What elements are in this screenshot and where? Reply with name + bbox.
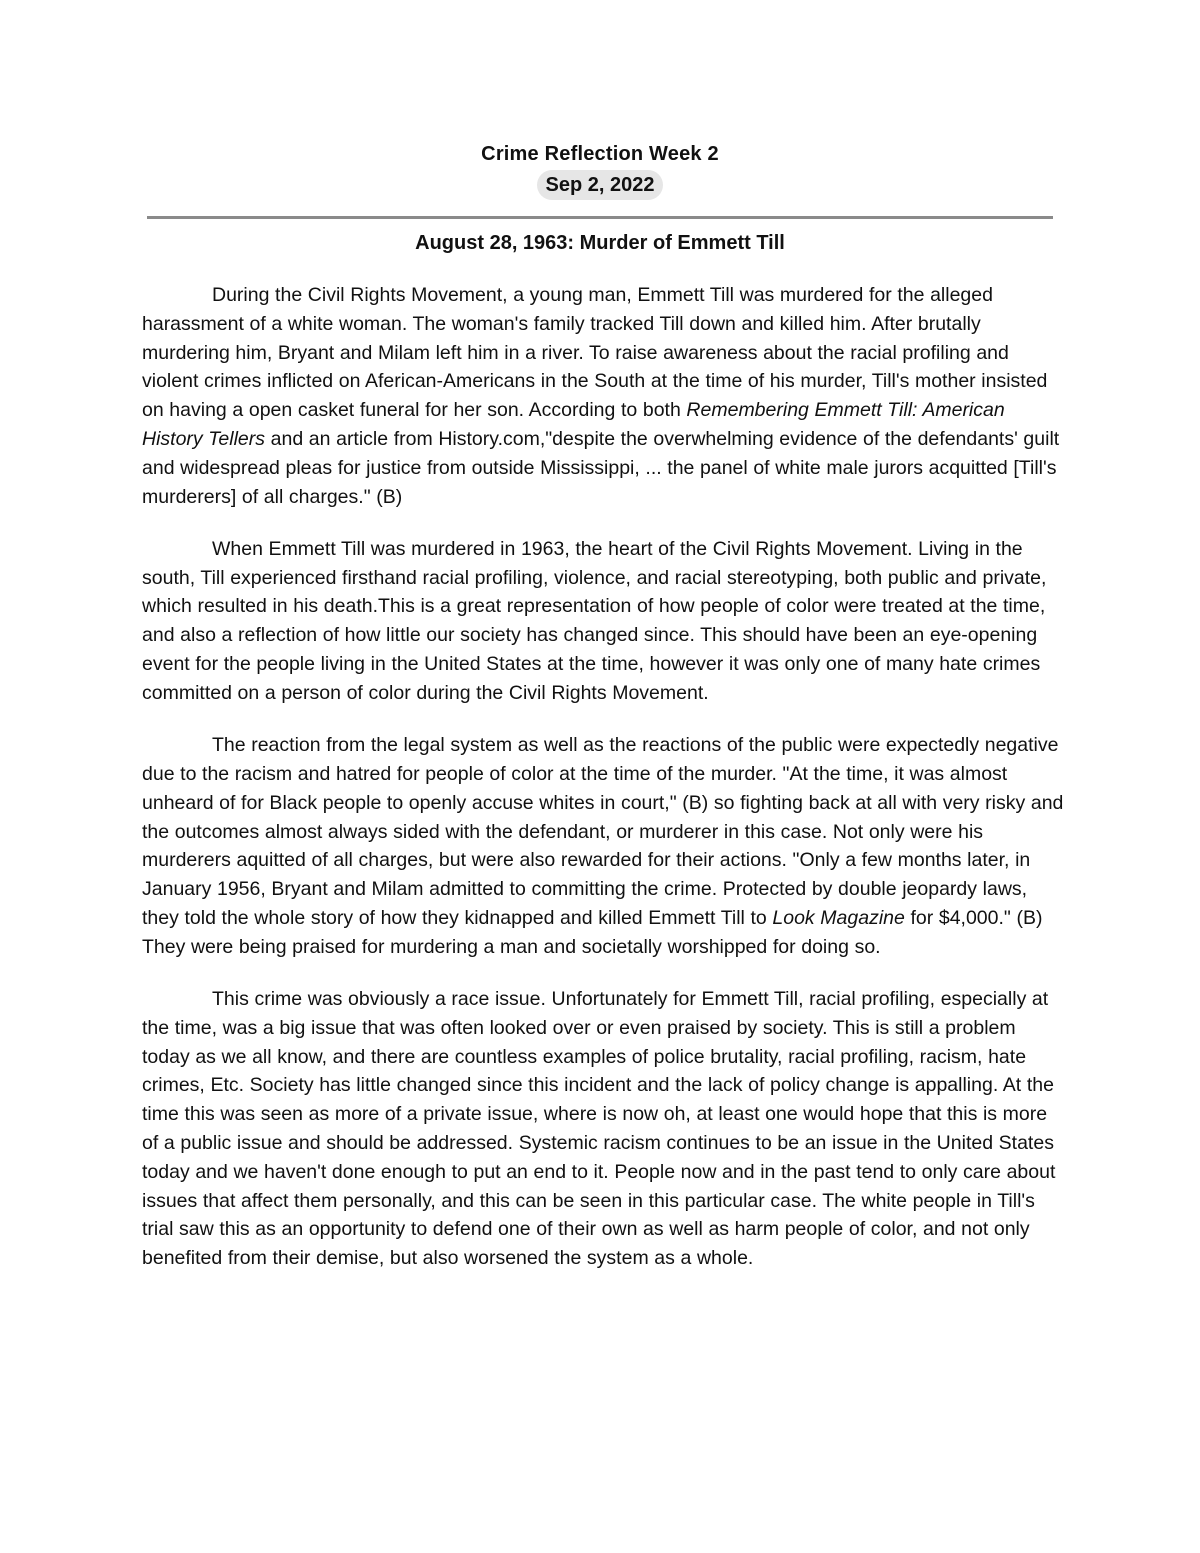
horizontal-divider — [147, 216, 1053, 219]
paragraph-1-text-b: and an article from History.com,"despite the overwhelming evidence of the defendants' guilt and widespread pleas for justice from outside Mississippi, ... the panel of white male jurors acquitted [Till's murderers] of all charges." (B) — [142, 427, 1060, 508]
paragraph-3 — [142, 731, 1067, 961]
date-chip[interactable]: Sep 2, 2022 — [537, 170, 664, 200]
magazine-title-italic: Look Magazine — [772, 906, 905, 929]
book-title-italic: Remembering Emmett Till: American History Tellers — [142, 399, 1005, 450]
section-heading: August 28, 1963: Murder of Emmett Till — [415, 232, 785, 254]
paragraph-1 — [142, 281, 1067, 511]
document-title: Crime Reflection Week 2 — [481, 143, 719, 165]
paragraph-3-text-a: The reaction from the legal system as well as the reactions of the public were expectedly negative due to the racism and hatred for people of color at the time of the murder. "At the time, it was almost unheard of for Black people to openly accuse whites in court," (B) so fighting back at all with very risky and the outcomes almost always sided with the defendant, or murderer in this case. Not only were his murderers aquitted of all charges, but were also rewarded for their actions. "Only a few months later, in January 1956, Bryant and Milam admitted to committing the crime. Protected by double jeopardy laws, they told the whole story of how they kidnapped and killed Emmett Till to — [142, 734, 1064, 929]
document-body — [142, 281, 1067, 1297]
paragraph-3-text-b: for $4,000." (B) They were being praised for murdering a man and societally worshipped for doing so. — [142, 906, 1043, 958]
paragraph-2-text: When Emmett Till was murdered in 1963, the heart of the Civil Rights Movement. Living in the south, Till experienced firsthand racial profiling, violence, and racial stereotyping, both public and private, which resulted in his death.This is a great representation of how people of color were treated at the time, and also a reflection of how little our society has changed since. This should have been an eye-opening event for the people living in the United States at the time, however it was only one of many hate crimes committed on a person of color during the Civil Rights Movement. — [142, 537, 1047, 704]
paragraph-4 — [142, 985, 1067, 1273]
paragraph-4-text: This crime was obviously a race issue. Unfortunately for Emmett Till, racial profiling, especially at the time, was a big issue that was often looked over or even praised by society. This is still a problem today as we all know, and there are countless examples of police brutality, racial profiling, racism, hate crimes, Etc. Society has little changed since this incident and the lack of policy change is appalling. At the time this was seen as more of a private issue, where is now oh, at least one would hope that this is more of a public issue and should be addressed. Systemic racism continues to be an issue in the United States today and we haven't done enough to put an end to it. People now and in the past tend to only care about issues that affect them personally, and this can be seen in this particular case. The white people in Till's trial saw this as an opportunity to defend one of their own as well as harm people of color, and not only benefited from their demise, but also worsened the system as a whole. — [142, 988, 1056, 1270]
date-chip-row — [0, 170, 1200, 200]
paragraph-1-text-a: During the Civil Rights Movement, a young man, Emmett Till was murdered for the alleged harassment of a white woman. The woman's family tracked Till down and killed him. After brutally murdering him, Bryant and Milam left him in a river. To raise awareness about the racial profiling and violent crimes inflicted on Aferican-Americans in the South at the time of his murder, Till's mother insisted on having a open casket funeral for her son. According to both — [142, 284, 1048, 422]
paragraph-2 — [142, 535, 1067, 708]
